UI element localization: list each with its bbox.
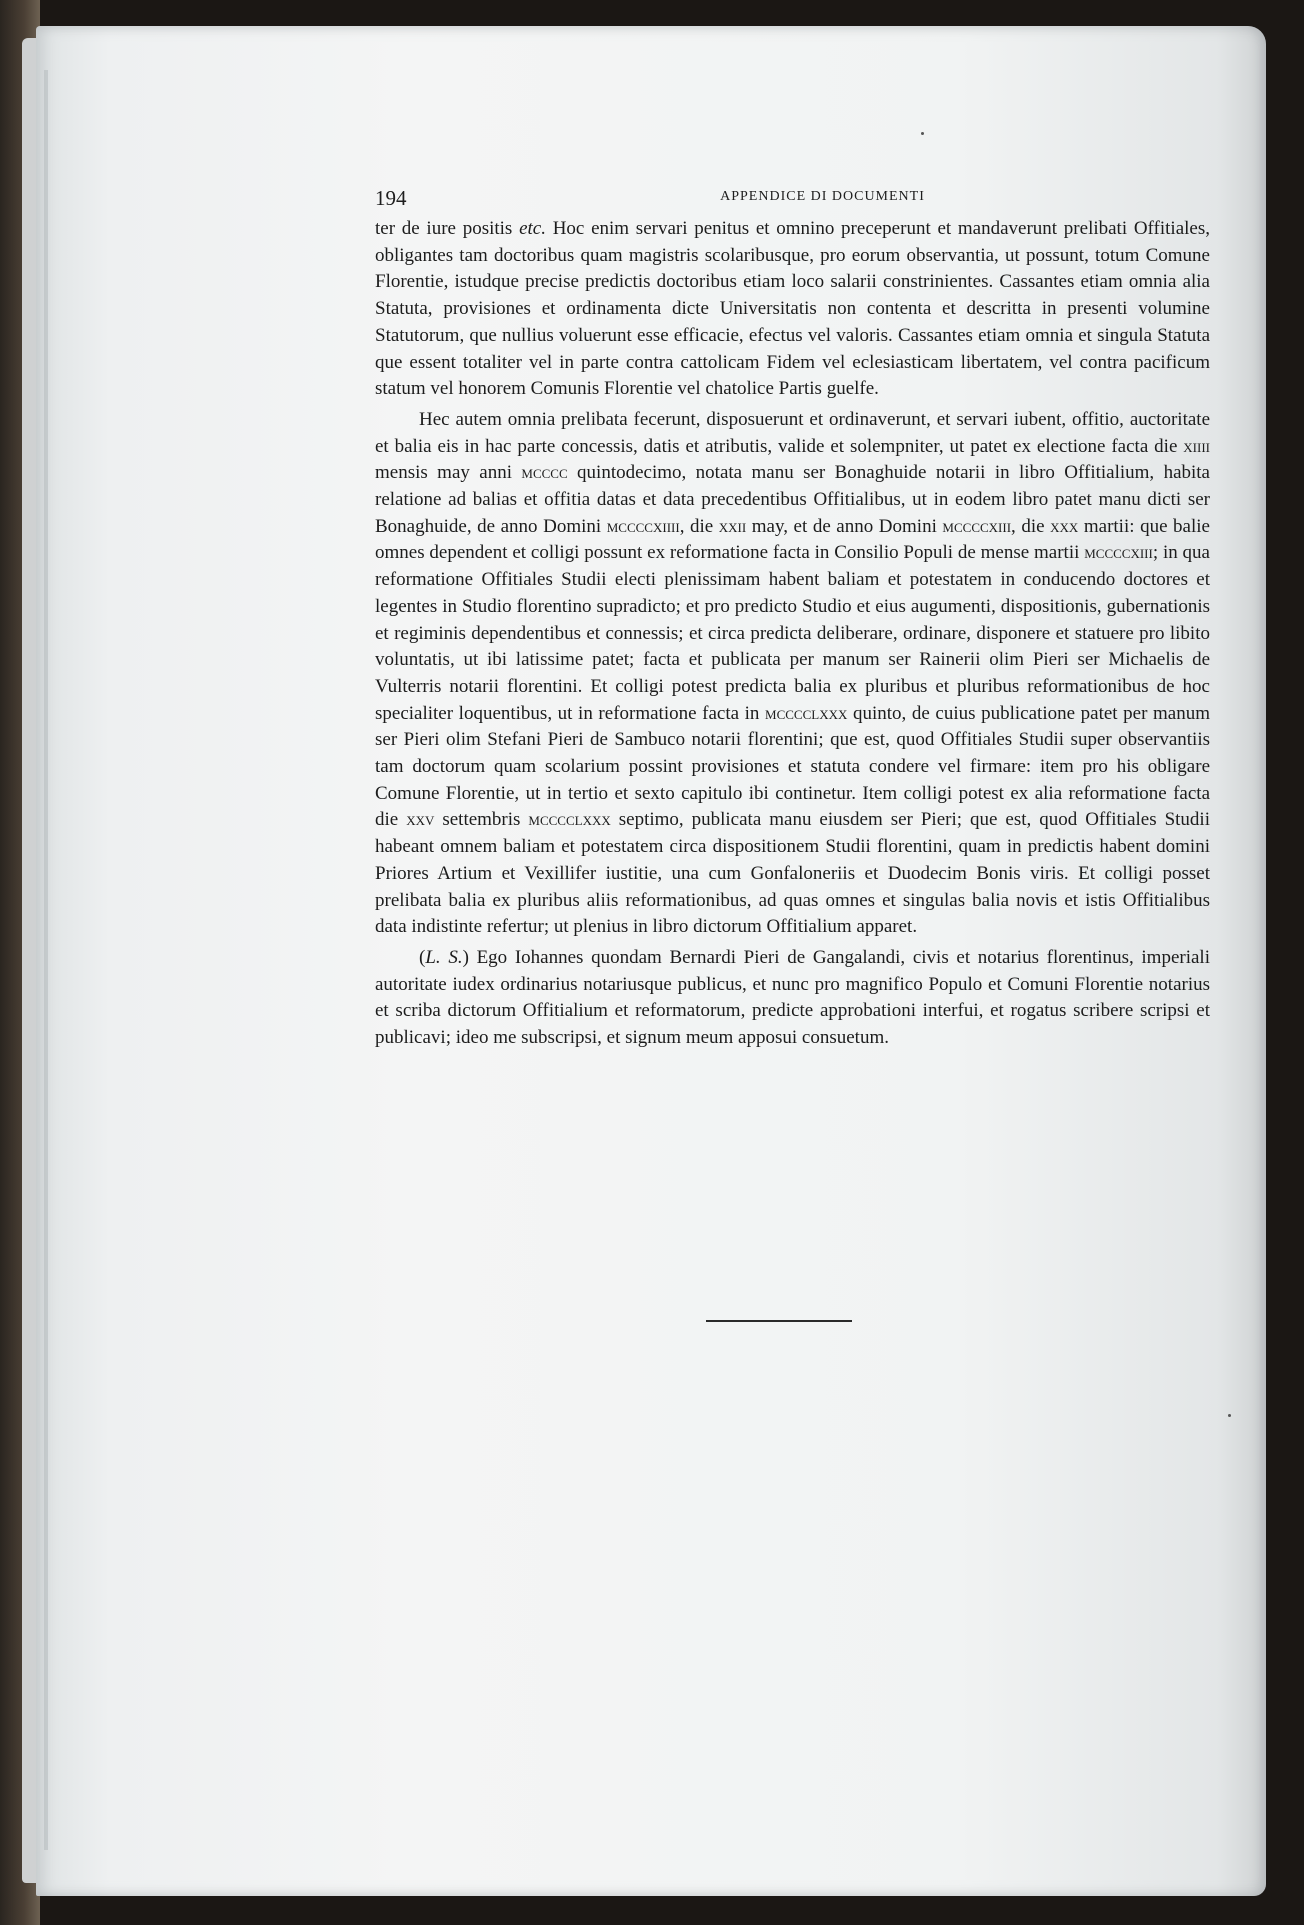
text-run: settembris [434, 809, 529, 831]
text-run: mcccclxxx [528, 809, 611, 831]
text-run: ter de iure positis [375, 218, 520, 239]
text-run: ( [419, 946, 426, 968]
text-run: martii: que balie omnes dependent et colligi possunt ex reformatione facta in Consilio Populi de mense martii [375, 515, 1210, 564]
text-run: xxii [718, 515, 747, 537]
text-run: mccccxiii [942, 515, 1012, 537]
text-run: Hec autem omnia prelibata fecerunt, disposuerunt et ordinaverunt, et servari iubent, offitio, auctoritate et balia eis in hac parte concessis, datis et atributis, valide et solempniter, ut patet ex electione facta die [375, 408, 1210, 457]
paragraph [375, 407, 1210, 941]
text-run: , die [1011, 515, 1051, 537]
text-run: ) Ego Iohannes quondam Bernardi Pieri de Gangalandi, civis et notarius florentinus, imperiali autoritate iudex ordinarius notariusque publicus, et nunc pro magnifico Populo et Comuni Florentie notarius et scriba dictorum Offitialium et reformatorum, predicte approbationi interfui, et rogatus scribere scripsi et publicavi; ideo me subscripsi, et signum meum apposui consuetum. [375, 946, 1210, 1049]
end-rule [706, 1320, 852, 1322]
running-head: APPENDICE DI DOCUMENTI [720, 189, 925, 204]
text-run: mcccc [521, 462, 568, 484]
document-body [375, 216, 1210, 1056]
text-run: , die [679, 515, 719, 537]
page-edge-shadow [44, 70, 48, 1850]
text-run: quintodecimo, notata manu ser Bonaghuide notarii in libro Offitialium, habita relatione ad balias et offitia datas et data precedentibus Offitialibus, ut in eodem libro patet manu dicti ser Bonaghuide, de anno Domini [375, 462, 1210, 537]
text-run: L. S. [425, 946, 463, 968]
text-run: mcccclxxx [765, 702, 848, 724]
page-header [375, 186, 1210, 214]
page-number: 194 [375, 186, 407, 210]
text-run: may, et de anno Domini [746, 515, 943, 537]
text-run: ; in qua reformatione Offitiales Studii electi plenissimam habent baliam et potestatem in conducendo doctores et legentes in Studio florentino supradicto; et pro predicto Studio et eius augumenti, dispositionis, gubernationis et regiminis dependentibus et connessis; et circa predicta deliberare, ordinare, disponere et statuere pro libito voluntatis, ut ibi latissime patet; facta et publicata per manum ser Rainerii olim Pieri ser Michaelis de Vulterris notarii florentini. Et colligi potest predicta balia ex pluribus et pluribus reformationibus de hoc specialiter loquentibus, ut in reformatione facta in [375, 542, 1210, 724]
paragraph [375, 216, 1210, 403]
text-run: Hoc enim servari penitus et omnino preceperunt et mandaverunt prelibati Offitiales, obligantes tam doctoribus quam magistris scolaribusque, pro eorum observantia, ut possunt, totum Comune Florentie, istudque precise predictis doctoribus etiam loco salarii constrinientes. Cassantes etiam omnia alia Statuta, provisiones et ordinamenta dicte Universitatis non contenta et descritta in presenti volumine Statutorum, que nullius voluerunt esse efficacie, efectus vel valoris. Cassantes etiam omnia et singula Statuta que essent totaliter vel in parte contra cattolicam Fidem vel eclesiasticam libertatem, vel contra pacificum statum vel honorem Comunis Florentie vel chatolice Partis guelfe. [375, 218, 1210, 400]
text-run: septimo, publicata manu eiusdem ser Pieri; que est, quod Offitiales Studii habeant omnem baliam et potestatem circa dispositionem Studii florentini, quam in predictis habent domini Priores Artium et Vexillifer iustitie, una cum Gonfaloneriis et Duodecim Bonis viris. Et colligi posset prelibata balia ex pluribus aliis reformationibus, ad quas omnes et singulas balia novis et istis Offitialibus data indistinte refertur; ut plenius in libro dictorum Offitialium apparet. [375, 809, 1210, 938]
paragraph [375, 945, 1210, 1052]
text-run: xxv [406, 809, 435, 831]
text-run: mccccxiii [1084, 542, 1153, 564]
text-run: mccccxiiii [606, 515, 680, 537]
speck [921, 132, 924, 135]
text-run: mensis may anni [375, 462, 522, 484]
text-run: xxx [1050, 515, 1079, 537]
text-run: xiiii [1183, 435, 1210, 457]
text-run: quinto, de cuius publicatione patet per manum ser Pieri olim Stefani Pieri de Sambuco notarii florentini; que est, quod Offitiales Studii super observantiis tam doctorum quam scolarium possint provisiones et statuta condere vel firmare: item pro his obligare Comune Florentie, ut in tertio et sexto capitulo ibi continetur. Item colligi potest ex alia reformatione facta die [375, 702, 1211, 831]
text-run: etc. [519, 218, 546, 239]
speck [1228, 1414, 1231, 1417]
